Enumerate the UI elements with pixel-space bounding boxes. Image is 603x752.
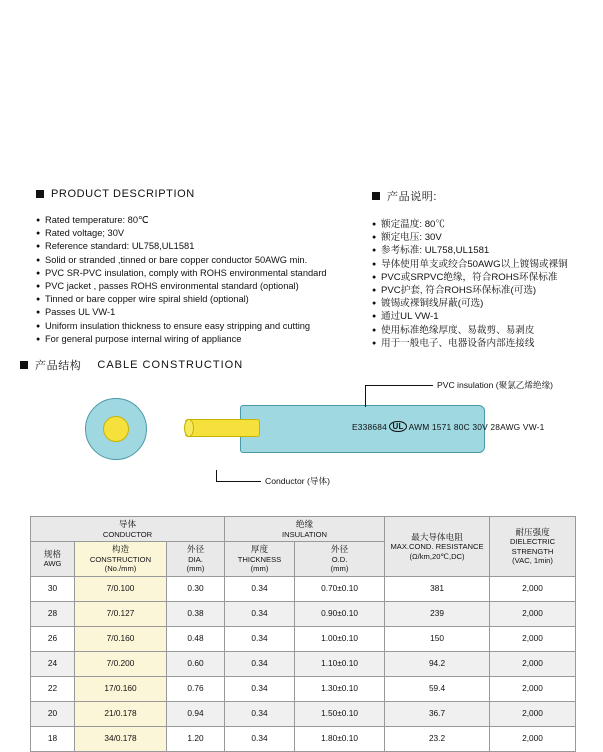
cell-resistance: 150 <box>385 626 490 651</box>
cell-thickness: 0.34 <box>225 676 295 701</box>
column-header-construction-unit: (No./mm) <box>104 564 137 573</box>
column-header-construction <box>75 542 167 577</box>
cell-resistance: 23.2 <box>385 726 490 751</box>
cell-thickness: 0.34 <box>225 726 295 751</box>
group-header-insulation <box>225 517 385 542</box>
cell-thickness: 0.34 <box>225 626 295 651</box>
cable-conductor-core <box>185 419 260 437</box>
cell-od: 0.70±0.10 <box>295 576 385 601</box>
cell-dia: 0.76 <box>167 676 225 701</box>
specification-table <box>30 516 576 752</box>
list-item: ● 导体使用单支或绞合50AWG以上镀锡或裸铜 <box>372 258 597 271</box>
cell-resistance: 94.2 <box>385 651 490 676</box>
cell-dia: 1.20 <box>167 726 225 751</box>
product-description-cn-heading <box>372 188 597 204</box>
column-header-dia-cn: 外径 <box>186 544 205 554</box>
cell-od: 1.10±0.10 <box>295 651 385 676</box>
group-header-conductor-cn: 导体 <box>118 519 137 529</box>
column-header-awg-cn: 规格 <box>43 548 62 559</box>
cell-thickness: 0.34 <box>225 601 295 626</box>
cell-dia: 0.38 <box>167 601 225 626</box>
list-item: ● 镀锡或裸铜线屏蔽(可选) <box>372 297 597 310</box>
cell-construction: 34/0.178 <box>75 726 167 751</box>
column-header-awg <box>31 542 75 577</box>
cell-od: 1.50±0.10 <box>295 701 385 726</box>
cell-dia: 0.94 <box>167 701 225 726</box>
cable-conductor-tip <box>184 419 194 437</box>
cell-dia: 0.48 <box>167 626 225 651</box>
table-row <box>31 626 576 651</box>
list-item: ● 用于一般电子、电器设备内部连接线 <box>372 337 597 350</box>
column-header-thickness-en: THICKNESS <box>237 554 282 564</box>
list-item: ● PVC或SRPVC绝缘，符合ROHS环保标准 <box>372 271 597 284</box>
product-description-cn-heading-text: 产品说明: <box>387 191 438 203</box>
column-header-dia-en: DIA. <box>188 554 203 564</box>
square-bullet-icon <box>36 190 44 198</box>
product-description-heading <box>36 188 366 200</box>
list-item: ● Passes UL VW-1 <box>36 306 366 319</box>
table-row <box>31 601 576 626</box>
column-header-resistance-en: MAX.COND. RESISTANCE <box>390 542 484 551</box>
list-item: ● Rated temperature: 80℃ <box>36 214 366 227</box>
square-bullet-icon <box>372 192 380 200</box>
column-header-thickness-cn: 厚度 <box>250 544 269 554</box>
label-insulation: PVC insulation (聚氯乙烯绝缘) <box>437 380 554 390</box>
cell-awg: 28 <box>31 601 75 626</box>
leader-line-insulation-vertical <box>365 385 366 407</box>
cell-construction: 7/0.100 <box>75 576 167 601</box>
list-item: ● 通过UL VW-1 <box>372 310 597 323</box>
cell-thickness: 0.34 <box>225 651 295 676</box>
column-header-thickness <box>225 542 295 577</box>
list-item: ● Rated voltage; 30V <box>36 227 366 240</box>
list-item: ● Solid or stranded ,tinned or bare copper conductor 50AWG min. <box>36 254 366 267</box>
column-header-thickness-unit: (mm) <box>250 564 269 573</box>
cell-dielectric: 2,000 <box>490 626 576 651</box>
cell-awg: 30 <box>31 576 75 601</box>
cell-resistance: 36.7 <box>385 701 490 726</box>
cell-od: 1.80±0.10 <box>295 726 385 751</box>
leader-line-insulation-horizontal <box>365 385 433 386</box>
group-header-conductor-en: CONDUCTOR <box>102 529 153 539</box>
cable-print-rating: AWM 1571 80C 30V 28AWG VW-1 <box>408 422 545 432</box>
cell-dia: 0.30 <box>167 576 225 601</box>
column-header-dielectric-unit: (VAC, 1min) <box>512 556 553 566</box>
table-row <box>31 651 576 676</box>
cell-dielectric: 2,000 <box>490 701 576 726</box>
cell-awg: 20 <box>31 701 75 726</box>
list-item: ● PVC SR-PVC insulation, comply with ROHS environmental standard <box>36 267 366 280</box>
cell-resistance: 59.4 <box>385 676 490 701</box>
column-header-awg-en: AWG <box>43 559 62 569</box>
product-description-cn-list <box>372 218 597 350</box>
column-header-resistance-cn: 最大导体电阻 <box>411 531 463 542</box>
product-description-list <box>36 214 366 346</box>
cell-construction: 21/0.178 <box>75 701 167 726</box>
cell-dia: 0.60 <box>167 651 225 676</box>
cable-print-file-number: E338684 <box>352 422 387 432</box>
list-item: ● PVC jacket , passes ROHS environmental standard (optional) <box>36 280 366 293</box>
cell-construction: 17/0.160 <box>75 676 167 701</box>
column-header-resistance <box>385 517 490 577</box>
cell-construction: 7/0.127 <box>75 601 167 626</box>
list-item: ● Reference standard: UL758,UL1581 <box>36 240 366 253</box>
cell-dielectric: 2,000 <box>490 576 576 601</box>
group-header-insulation-en: INSULATION <box>282 529 328 539</box>
cell-od: 0.90±0.10 <box>295 601 385 626</box>
column-header-dielectric <box>490 517 576 577</box>
cell-awg: 22 <box>31 676 75 701</box>
cell-awg: 26 <box>31 626 75 651</box>
cell-od: 1.00±0.10 <box>295 626 385 651</box>
cable-construction-heading-en: CABLE CONSTRUCTION <box>97 359 244 371</box>
cell-awg: 24 <box>31 651 75 676</box>
cell-thickness: 0.34 <box>225 701 295 726</box>
product-description-cn-section <box>372 188 597 350</box>
cell-dielectric: 2,000 <box>490 676 576 701</box>
cable-construction-heading-cn: 产品结构 <box>35 360 82 372</box>
list-item: ● Uniform insulation thickness to ensure easy stripping and cutting <box>36 320 366 333</box>
cell-thickness: 0.34 <box>225 576 295 601</box>
cell-dielectric: 2,000 <box>490 726 576 751</box>
cell-dielectric: 2,000 <box>490 651 576 676</box>
column-header-construction-cn: 构造 <box>111 544 130 554</box>
product-description-section <box>36 188 366 346</box>
cell-od: 1.30±0.10 <box>295 676 385 701</box>
table-group-header-row <box>31 517 576 542</box>
column-header-construction-en: CONSTRUCTION <box>89 554 152 564</box>
list-item: ● For general purpose internal wiring of appliance <box>36 333 366 346</box>
cell-resistance: 381 <box>385 576 490 601</box>
cable-construction-heading <box>20 357 243 373</box>
list-item: ● 额定温度: 80℃ <box>372 218 597 231</box>
cable-print-marking <box>352 422 545 433</box>
column-header-od-cn: 外径 <box>330 544 349 554</box>
column-header-dia <box>167 542 225 577</box>
product-description-heading-text: PRODUCT DESCRIPTION <box>51 188 195 200</box>
group-header-insulation-cn: 绝缘 <box>295 519 314 529</box>
leader-line-conductor-horizontal <box>216 481 261 482</box>
list-item: ● Tinned or bare copper wire spiral shield (optional) <box>36 293 366 306</box>
label-conductor: Conductor (导体) <box>265 476 330 486</box>
column-header-od-unit: (mm) <box>330 564 349 573</box>
column-header-od-en: O.D. <box>331 554 348 564</box>
cell-resistance: 239 <box>385 601 490 626</box>
list-item: ● 使用标准绝缘厚度、易裁剪、易剥皮 <box>372 324 597 337</box>
column-header-dia-unit: (mm) <box>186 564 205 573</box>
cell-construction: 7/0.200 <box>75 651 167 676</box>
table-row <box>31 676 576 701</box>
list-item: ● PVC护套, 符合ROHS环保标准(可选) <box>372 284 597 297</box>
cell-awg: 18 <box>31 726 75 751</box>
ul-logo-icon: UL <box>389 421 406 432</box>
cross-section-conductor <box>103 416 129 442</box>
column-header-od <box>295 542 385 577</box>
list-item: ● 额定电压: 30V <box>372 231 597 244</box>
table-row <box>31 576 576 601</box>
cell-construction: 7/0.160 <box>75 626 167 651</box>
cell-dielectric: 2,000 <box>490 601 576 626</box>
column-header-dielectric-en: DIELECTRIC STRENGTH <box>509 537 556 556</box>
square-bullet-icon <box>20 361 28 369</box>
list-item: ● 参考标准: UL758,UL1581 <box>372 244 597 257</box>
table-row <box>31 726 576 751</box>
group-header-conductor <box>31 517 225 542</box>
column-header-dielectric-cn: 耐压强度 <box>515 526 550 537</box>
column-header-resistance-unit: (Ω/km,20℃,DC) <box>409 551 465 561</box>
